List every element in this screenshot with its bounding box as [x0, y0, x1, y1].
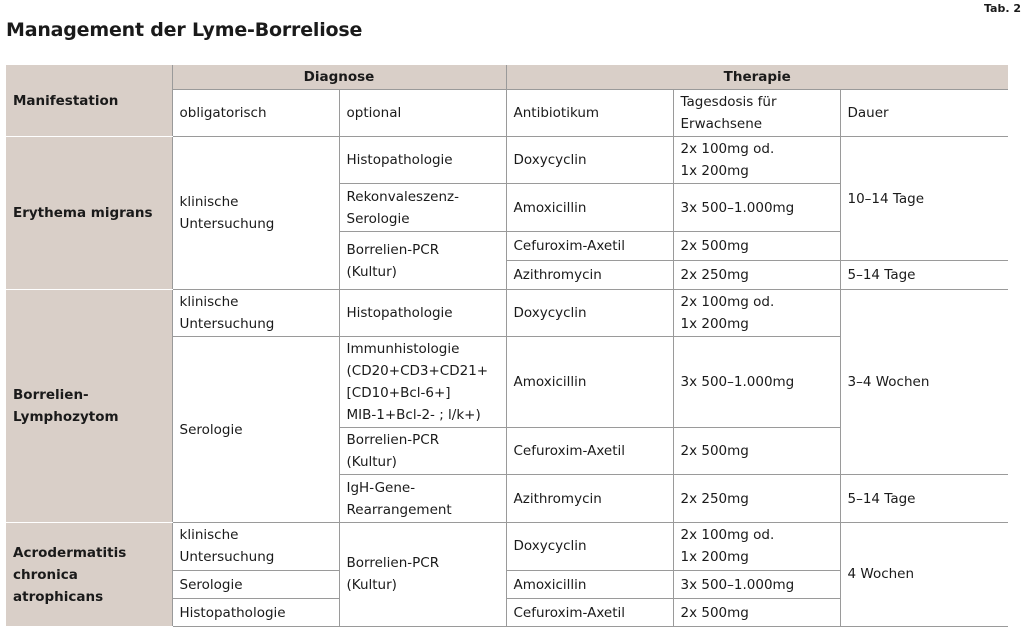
header-antibiotikum: Antibiotikum	[506, 90, 673, 137]
table-number: Tab. 2	[983, 2, 1021, 15]
bl-dauer-2: 5–14 Tage	[840, 475, 1008, 523]
manifestation-erythema-migrans: Erythema migrans	[6, 137, 172, 290]
em-dosis-3: 2x 500mg	[673, 232, 840, 261]
em-antibiotikum-2: Amoxicillin	[506, 184, 673, 232]
em-dosis-2: 3x 500–1.000mg	[673, 184, 840, 232]
bl-dosis-4: 2x 250mg	[673, 475, 840, 523]
bl-dosis-2: 3x 500–1.000mg	[673, 337, 840, 428]
em-dosis-1: 2x 100mg od. 1x 200mg	[673, 137, 840, 184]
manifestation-acrodermatitis: Acrodermatitis chronica atrophicans	[6, 523, 172, 627]
bl-antibiotikum-4: Azithromycin	[506, 475, 673, 523]
bl-optional-pcr: Borrelien-PCR (Kultur)	[339, 428, 506, 475]
em-antibiotikum-1: Doxycyclin	[506, 137, 673, 184]
page-title: Management der Lyme-Borreliose	[6, 19, 363, 41]
aca-obligatorisch-serologie: Serologie	[172, 571, 339, 599]
header-obligatorisch: obligatorisch	[172, 90, 339, 137]
bl-obligatorisch-klinisch: klinische Untersuchung	[172, 290, 339, 337]
bl-antibiotikum-2: Amoxicillin	[506, 337, 673, 428]
em-antibiotikum-4: Azithromycin	[506, 261, 673, 290]
em-obligatorisch: klinische Untersuchung	[172, 137, 339, 290]
em-optional-pcr: Borrelien-PCR (Kultur)	[339, 232, 506, 290]
aca-optional-pcr: Borrelien-PCR (Kultur)	[339, 523, 506, 627]
header-optional: optional	[339, 90, 506, 137]
em-dosis-4: 2x 250mg	[673, 261, 840, 290]
aca-obligatorisch-klinisch: klinische Untersuchung	[172, 523, 339, 571]
aca-dosis-1: 2x 100mg od. 1x 200mg	[673, 523, 840, 571]
em-dauer-2: 5–14 Tage	[840, 261, 1008, 290]
bl-obligatorisch-serologie: Serologie	[172, 337, 339, 523]
aca-dauer: 4 Wochen	[840, 523, 1008, 627]
aca-antibiotikum-3: Cefuroxim-Axetil	[506, 599, 673, 627]
bl-optional-histopathologie: Histopathologie	[339, 290, 506, 337]
manifestation-borrelien-lymphozytom: Borrelien- Lymphozytom	[6, 290, 172, 523]
aca-antibiotikum-2: Amoxicillin	[506, 571, 673, 599]
aca-dosis-3: 2x 500mg	[673, 599, 840, 627]
aca-dosis-2: 3x 500–1.000mg	[673, 571, 840, 599]
bl-optional-igh: IgH-Gene- Rearrangement	[339, 475, 506, 523]
em-dauer-1: 10–14 Tage	[840, 137, 1008, 261]
bl-dauer-1: 3–4 Wochen	[840, 290, 1008, 475]
bl-dosis-1: 2x 100mg od. 1x 200mg	[673, 290, 840, 337]
bl-antibiotikum-3: Cefuroxim-Axetil	[506, 428, 673, 475]
header-diagnose: Diagnose	[172, 65, 506, 90]
aca-obligatorisch-histopathologie: Histopathologie	[172, 599, 339, 627]
lyme-management-table	[6, 65, 1008, 627]
header-therapie: Therapie	[506, 65, 1008, 90]
header-manifestation: Manifestation	[6, 65, 172, 137]
em-optional-serologie: Rekonvaleszenz- Serologie	[339, 184, 506, 232]
bl-optional-immunhistologie: Immunhistologie (CD20+CD3+CD21+ [CD10+Bcl-6+] MIB-1+Bcl-2- ; l/k+)	[339, 337, 506, 428]
bl-antibiotikum-1: Doxycyclin	[506, 290, 673, 337]
bl-dosis-3: 2x 500mg	[673, 428, 840, 475]
em-antibiotikum-3: Cefuroxim-Axetil	[506, 232, 673, 261]
aca-antibiotikum-1: Doxycyclin	[506, 523, 673, 571]
header-tagesdosis: Tagesdosis für Erwachsene	[673, 90, 840, 137]
em-optional-histopathologie: Histopathologie	[339, 137, 506, 184]
header-dauer: Dauer	[840, 90, 1008, 137]
